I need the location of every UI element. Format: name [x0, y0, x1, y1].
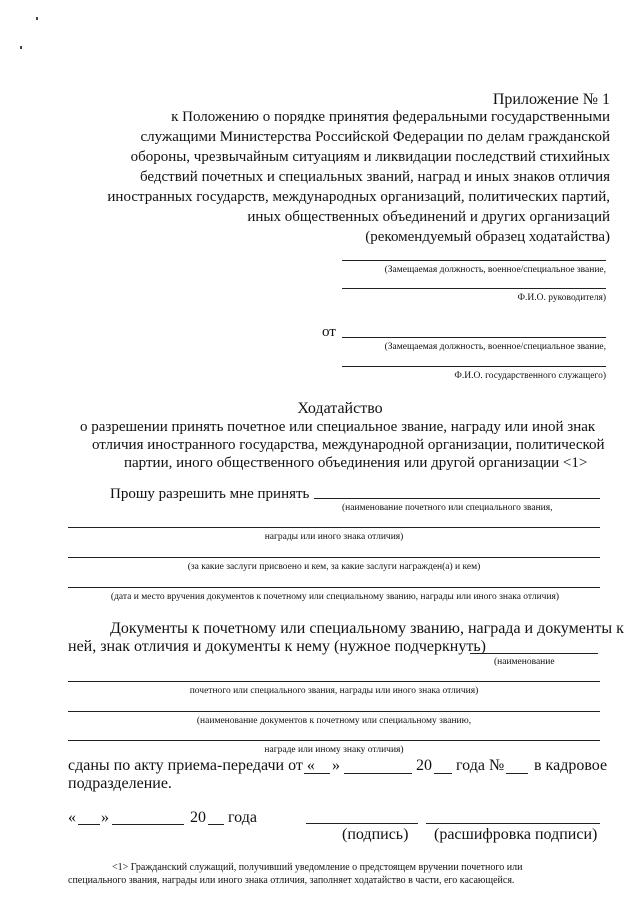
merit-line[interactable] — [68, 557, 600, 558]
handover-text-e: в кадровое — [534, 757, 608, 774]
date-year-word: года — [228, 809, 257, 826]
date-open-quote: « — [68, 809, 76, 826]
date-close-quote: » — [101, 809, 109, 826]
docs-line-2: ней, знак отличия и документы к нему (нужное подчеркнуть) — [68, 638, 486, 655]
handover-month-line[interactable] — [344, 773, 412, 774]
caption-position: (Замещаемая должность, военное/специальное звание, — [384, 265, 606, 275]
caption-award-other: награде или иному знаку отличия) — [264, 745, 404, 755]
header-line: бедствий почетных и специальных званий, наград и иных знаков отличия — [139, 169, 610, 185]
header-block — [70, 107, 610, 247]
scan-mark-2 — [20, 46, 22, 49]
date-place-line[interactable] — [68, 587, 600, 588]
header-line: иностранных государств, международных организаций, политических партий, — [107, 189, 610, 205]
header-line: к Положению о порядке принятия федеральными государственными — [171, 109, 610, 125]
header-line: иных общественных объединений и других организаций — [247, 209, 610, 225]
footnote-line-2: специального звания, награды или иного знака отличия, заполняет ходатайство в части, его касающейся. — [68, 875, 515, 886]
footnote-line-1: <1> Гражданский служащий, получивший уведомление о предстоящем вручении почетного или — [112, 862, 523, 873]
handover-year-line[interactable] — [434, 773, 452, 774]
date-day-line[interactable] — [78, 824, 100, 825]
award-other-line[interactable] — [68, 740, 600, 741]
caption-merit: (за какие заслуги присвоено и кем, за какие заслуги награжден(а) и кем) — [187, 562, 481, 572]
sender-line-1[interactable] — [342, 337, 606, 338]
title-award-line[interactable] — [68, 681, 600, 682]
signature-decode-line[interactable] — [426, 823, 600, 824]
caption-title-award: почетного или специального звания, награды или иного знака отличия) — [189, 686, 479, 696]
handover-text-a: сданы по акту приема-передачи от « — [68, 757, 315, 774]
addressee-line-1[interactable] — [342, 260, 606, 261]
signature-label: (подпись) — [342, 826, 409, 843]
handover-day-line[interactable] — [304, 773, 330, 774]
caption-award: награды или иного знака отличия) — [264, 532, 404, 542]
signature-line[interactable] — [306, 823, 418, 824]
from-label: от — [322, 324, 336, 340]
caption-name-title: (наименование почетного или специального звания, — [342, 503, 553, 513]
caption-fio-head: Ф.И.О. руководителя) — [517, 293, 606, 303]
docs-naming-line-2[interactable] — [68, 711, 600, 712]
handover-text-2: подразделение. — [68, 775, 172, 792]
award-line-2[interactable] — [68, 527, 600, 528]
caption-position-2: (Замещаемая должность, военное/специальное звание, — [384, 342, 606, 352]
docs-line-1: Документы к почетному или специальному званию, награда и документы к — [110, 620, 624, 637]
caption-docs-naming: (наименование документов к почетному или специальному званию, — [196, 716, 472, 726]
request-text: Прошу разрешить мне принять — [110, 486, 310, 502]
petition-subtitle-3: партии, иного общественного объединения или другой организации <1> — [124, 455, 588, 471]
caption-naming: (наименование — [494, 657, 555, 667]
petition-title: Ходатайство — [297, 400, 383, 417]
petition-subtitle-2: отличия иностранного государства, международной организации, политической — [92, 437, 605, 453]
header-line: обороны, чрезвычайным ситуациям и ликвидации последствий стихийных — [130, 149, 610, 165]
date-year-prefix: 20 — [190, 809, 206, 826]
handover-year-prefix: 20 — [416, 757, 432, 774]
header-line: (рекомендуемый образец ходатайства) — [365, 229, 610, 245]
scan-mark-1 — [36, 17, 38, 20]
header-line: служащими Министерства Российской Федерации по делам гражданской — [140, 129, 610, 145]
date-month-line[interactable] — [112, 824, 184, 825]
sender-line-2[interactable] — [342, 366, 606, 367]
date-year-line[interactable] — [208, 824, 224, 825]
handover-text-b: » — [332, 757, 340, 774]
caption-fio-servant: Ф.И.О. государственного служащего) — [454, 371, 606, 381]
petition-subtitle-1: о разрешении принять почетное или специальное звание, награду или иной знак — [80, 419, 596, 435]
appendix-number: Приложение № 1 — [492, 91, 610, 108]
docs-naming-line[interactable] — [470, 653, 598, 654]
signature-decode-label: (расшифровка подписи) — [434, 826, 598, 843]
addressee-line-2[interactable] — [342, 288, 606, 289]
caption-date-place: (дата и место вручения документов к почетному или специальному званию, награды или иного знака отличия) — [110, 592, 560, 602]
handover-number-line[interactable] — [506, 773, 528, 774]
award-name-line[interactable] — [314, 498, 600, 499]
handover-text-d: года № — [456, 757, 505, 774]
